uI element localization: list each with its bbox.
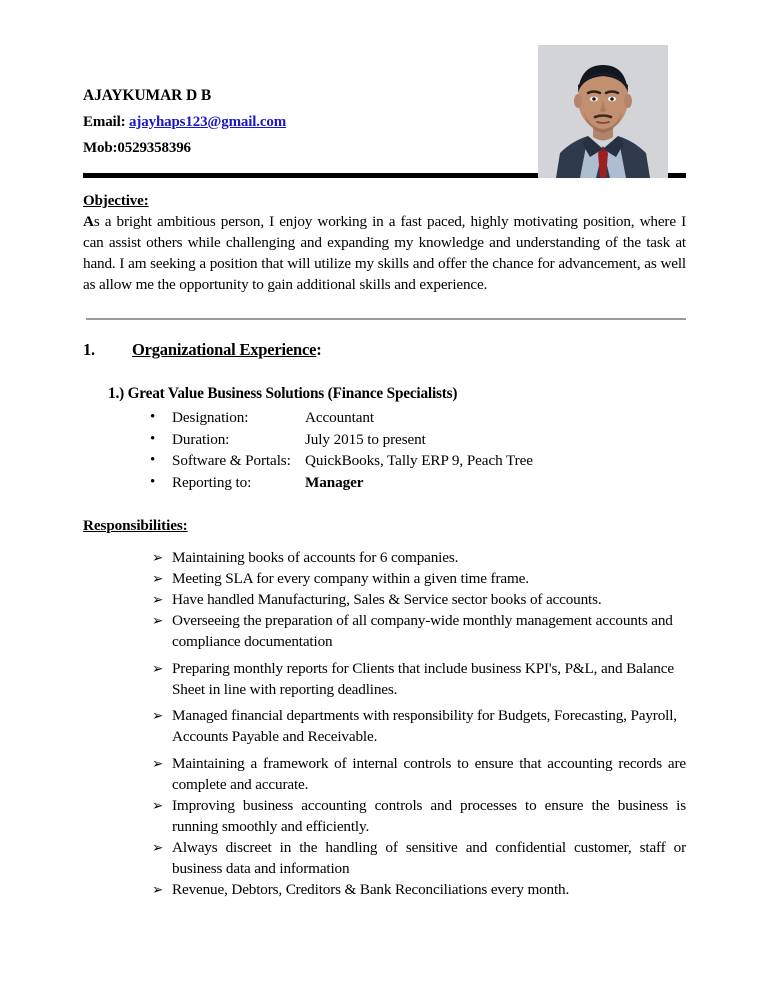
arrow-bullet-icon: ➢ — [152, 591, 164, 607]
experience-heading-text — [132, 340, 322, 360]
list-item — [152, 569, 686, 590]
list-item — [152, 548, 686, 569]
list-item-text: Improving business accounting controls and processes to ensure the business is running smoothly and efficiently. — [172, 796, 686, 835]
job-detail-value: QuickBooks, Tally ERP 9, Peach Tree — [305, 452, 533, 470]
arrow-bullet-icon: ➢ — [152, 660, 164, 676]
job-detail-label: Reporting to: — [172, 474, 252, 492]
list-item-text: Always discreet in the handling of sensitive and confidential customer, staff or business data and information — [172, 838, 686, 877]
experience-section — [83, 340, 686, 495]
job-detail-row — [150, 429, 686, 451]
list-item — [152, 590, 686, 611]
arrow-bullet-icon: ➢ — [152, 708, 164, 724]
portrait-photo-graphic — [538, 45, 668, 178]
list-item — [152, 659, 686, 701]
list-item-text: Meeting SLA for every company within a given time frame. — [172, 570, 529, 588]
candidate-name: AJAYKUMAR D B — [83, 87, 212, 104]
job-detail-label: Designation: — [172, 408, 249, 426]
list-item — [152, 796, 686, 838]
bullet-icon: • — [150, 452, 156, 469]
list-item — [152, 706, 686, 748]
job-detail-label: Software & Portals: — [172, 452, 291, 470]
arrow-bullet-icon: ➢ — [152, 756, 164, 772]
list-item-text: Maintaining books of accounts for 6 companies. — [172, 549, 459, 567]
portrait-photo — [538, 45, 668, 178]
experience-heading-row — [83, 340, 686, 360]
job-detail-label: Duration: — [172, 430, 230, 448]
company-line — [108, 385, 686, 403]
arrow-bullet-icon: ➢ — [152, 550, 164, 566]
objective-body: s a bright ambitious person, I enjoy working in a fast paced, highly motivating position, where I can assist others while challenging and expanding my knowledge and understanding of the task at hand. I am seeking a position that will utilize my skills and offer the chance for advancement, as well as allow me the opportunity to gain additional skills and experience. — [83, 212, 686, 294]
job-detail-list — [83, 407, 686, 495]
job-detail-value: July 2015 to present — [305, 430, 426, 448]
responsibilities-list — [83, 548, 686, 900]
company-number: 1.) — [108, 384, 124, 402]
bullet-icon: • — [150, 430, 156, 447]
job-detail-row — [150, 450, 686, 472]
resume-content — [83, 0, 686, 900]
objective-lead-letter: A — [83, 212, 94, 230]
list-item — [152, 611, 686, 653]
arrow-bullet-icon: ➢ — [152, 839, 164, 855]
objective-text — [83, 211, 686, 296]
header — [83, 0, 686, 156]
job-detail-row — [150, 472, 686, 494]
list-item-text: Overseeing the preparation of all company-wide monthly management accounts and compliance documentation — [172, 611, 673, 650]
list-item-text: Revenue, Debtors, Creditors & Bank Reconciliations every month. — [172, 880, 570, 898]
list-item — [152, 838, 686, 880]
list-item-text: Maintaining a framework of internal controls to ensure that accounting records are complete and accurate. — [172, 755, 686, 794]
mobile-number: 0529358396 — [117, 139, 191, 156]
email-label: Email: — [83, 113, 126, 130]
experience-heading-underlined: Organizational Experience — [132, 339, 317, 359]
bullet-icon: • — [150, 474, 156, 491]
arrow-bullet-icon: ➢ — [152, 881, 164, 897]
list-item-text: Preparing monthly reports for Clients that include business KPI's, P&L, and Balance Sheet in line with reporting deadlines. — [172, 659, 674, 698]
section-divider — [86, 318, 686, 320]
experience-heading-colon: : — [316, 339, 322, 359]
bullet-icon: • — [150, 408, 156, 425]
objective-section — [83, 194, 686, 296]
list-item-text: Managed financial departments with responsibility for Budgets, Forecasting, Payroll, Accounts Payable and Receivable. — [172, 707, 677, 746]
email-link[interactable]: ajayhaps123@gmail.com — [129, 113, 287, 130]
list-item-text: Have handled Manufacturing, Sales & Service sector books of accounts. — [172, 590, 602, 608]
job-detail-value: Accountant — [305, 408, 375, 426]
mobile-label: Mob: — [83, 139, 118, 156]
responsibilities-heading: Responsibilities: — [83, 517, 188, 535]
list-item — [152, 754, 686, 796]
list-item — [152, 880, 686, 901]
company-name: Great Value Business Solutions (Finance Specialists) — [127, 384, 458, 402]
job-detail-row — [150, 407, 686, 429]
job-detail-value: Manager — [305, 474, 364, 492]
experience-number: 1. — [83, 339, 95, 359]
arrow-bullet-icon: ➢ — [152, 612, 164, 628]
objective-heading: Objective: — [83, 192, 149, 209]
arrow-bullet-icon: ➢ — [152, 797, 164, 813]
arrow-bullet-icon: ➢ — [152, 571, 164, 587]
responsibilities-section — [83, 517, 686, 900]
